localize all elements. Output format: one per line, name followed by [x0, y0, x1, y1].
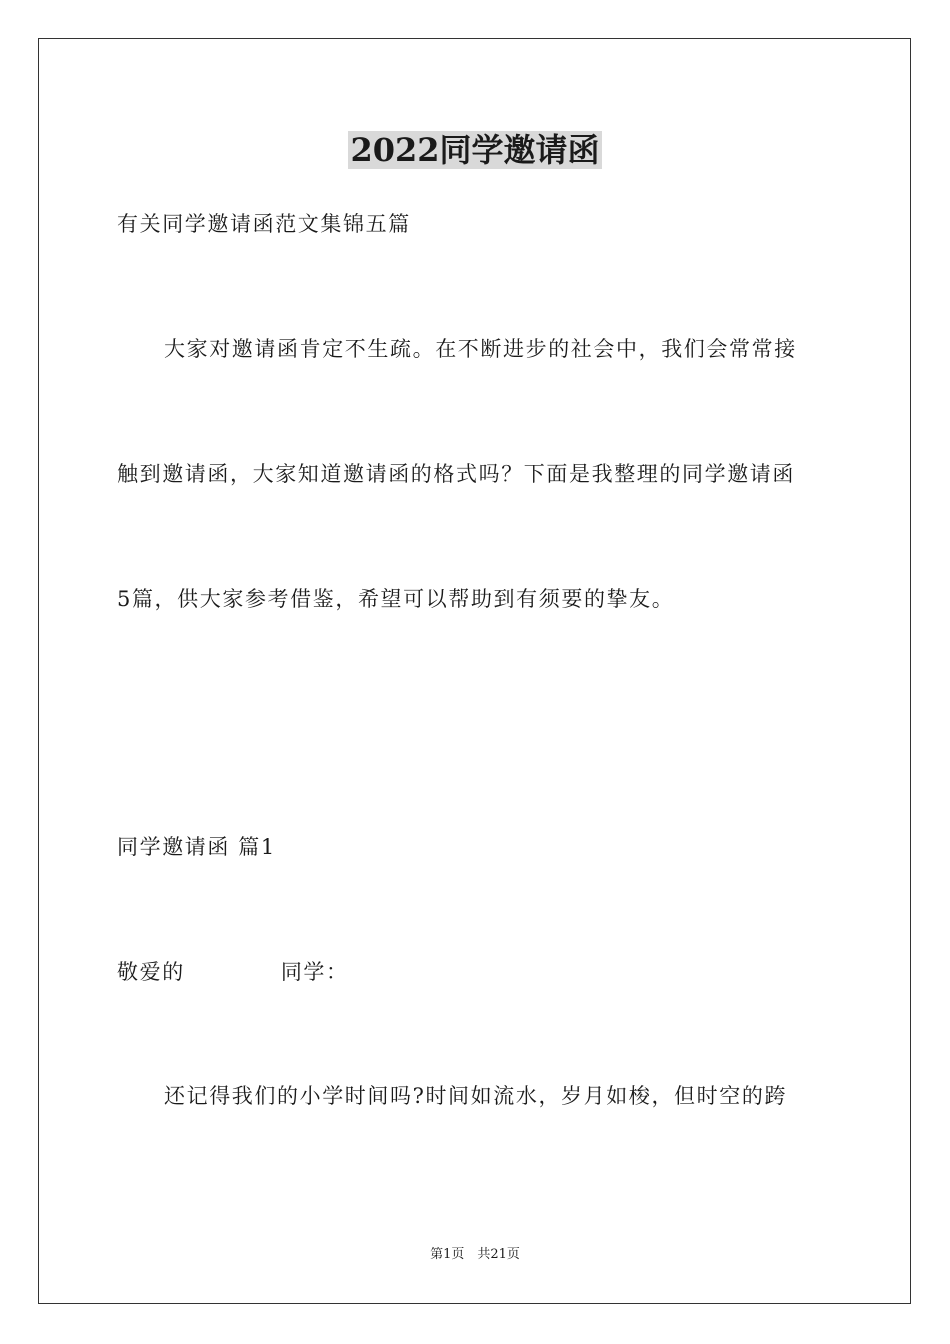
intro-line-2: 触到邀请函，大家知道邀请函的格式吗？下面是我整理的同学邀请函	[117, 462, 795, 486]
page-footer: 第1页 共21页	[430, 1247, 520, 1262]
document-title-text: 2022同学邀请函	[350, 131, 600, 169]
salutation-start: 敬爱的	[117, 960, 185, 984]
salutation-end: 同学：	[280, 960, 349, 984]
intro-line-3: 5篇，供大家参考借鉴，希望可以帮助到有须要的挚友。	[117, 587, 675, 611]
document-title	[0, 128, 950, 172]
salutation	[117, 957, 349, 987]
body-line-1: 还记得我们的小学时间吗?时间如流水，岁月如梭，但时空的跨	[164, 1084, 788, 1108]
section-heading: 同学邀请函 篇1	[117, 835, 276, 859]
document-subtitle: 有关同学邀请函范文集锦五篇	[117, 212, 411, 236]
intro-line-1: 大家对邀请函肯定不生疏。在不断进步的社会中，我们会常常接	[164, 337, 797, 361]
